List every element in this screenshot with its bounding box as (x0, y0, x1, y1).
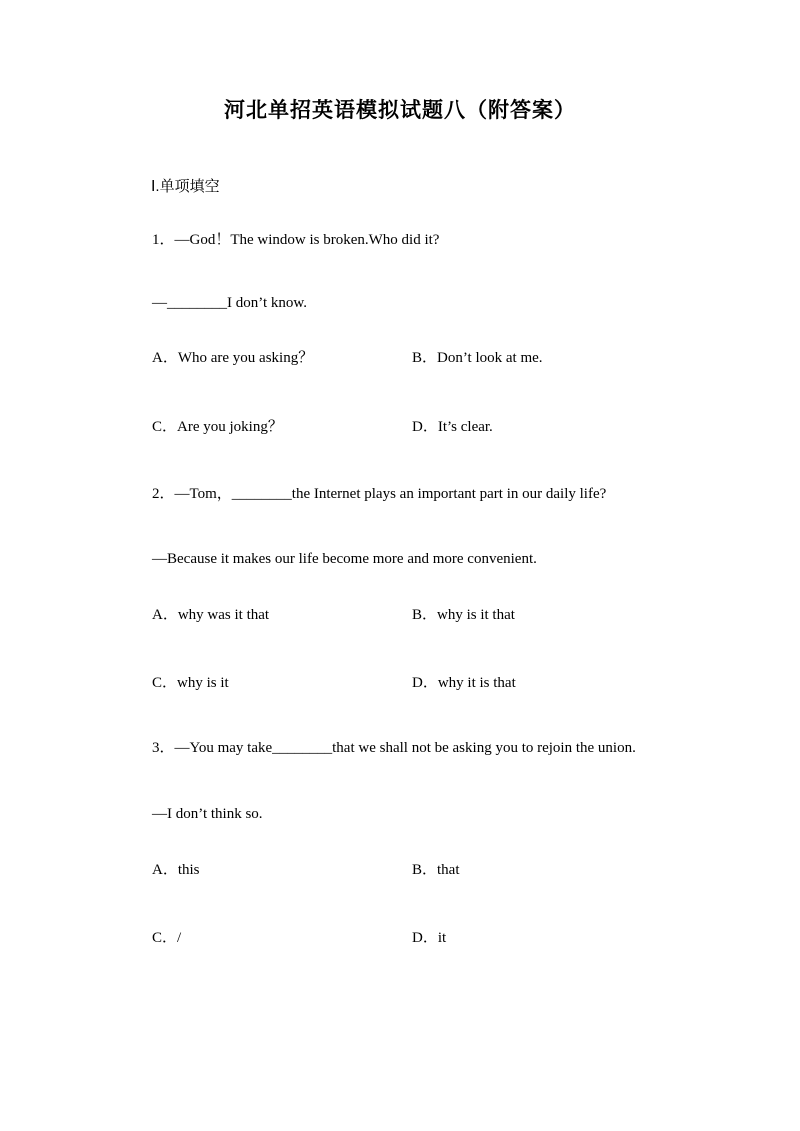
question-3-reply: —I don’t think so. (152, 806, 263, 822)
question-2-reply: —Because it makes our life become more and more convenient. (152, 551, 537, 567)
question-3-option-a: A．this (152, 862, 200, 878)
question-2-option-a: A．why was it that (152, 607, 270, 623)
question-3-stem: 3．—You may take________that we shall not be asking you to rejoin the union. (152, 740, 636, 756)
question-1-option-a: A．Who are you asking？ (152, 350, 314, 366)
question-3-option-d: D．it (412, 930, 447, 946)
page-title: 河北单招英语模拟试题八（附答案） (224, 99, 576, 122)
question-2-stem: 2．—Tom，________the Internet plays an important part in our daily life? (152, 486, 607, 502)
question-2-option-c: C．why is it (152, 675, 229, 691)
question-3-option-c: C．/ (152, 930, 182, 946)
question-1-option-c: C．Are you joking？ (152, 419, 283, 435)
question-2-option-d: D．why it is that (412, 675, 516, 691)
section-heading: Ⅰ.单项填空 (151, 178, 220, 195)
question-1-option-d: D．It’s clear. (412, 419, 493, 435)
question-1-stem: 1．—God！The window is broken.Who did it? (152, 232, 440, 248)
question-3-option-b: B．that (412, 862, 460, 878)
question-2-option-b: B．why is it that (412, 607, 515, 623)
question-1-option-b: B．Don’t look at me. (412, 350, 543, 366)
question-1-reply: —________I don’t know. (152, 295, 307, 311)
